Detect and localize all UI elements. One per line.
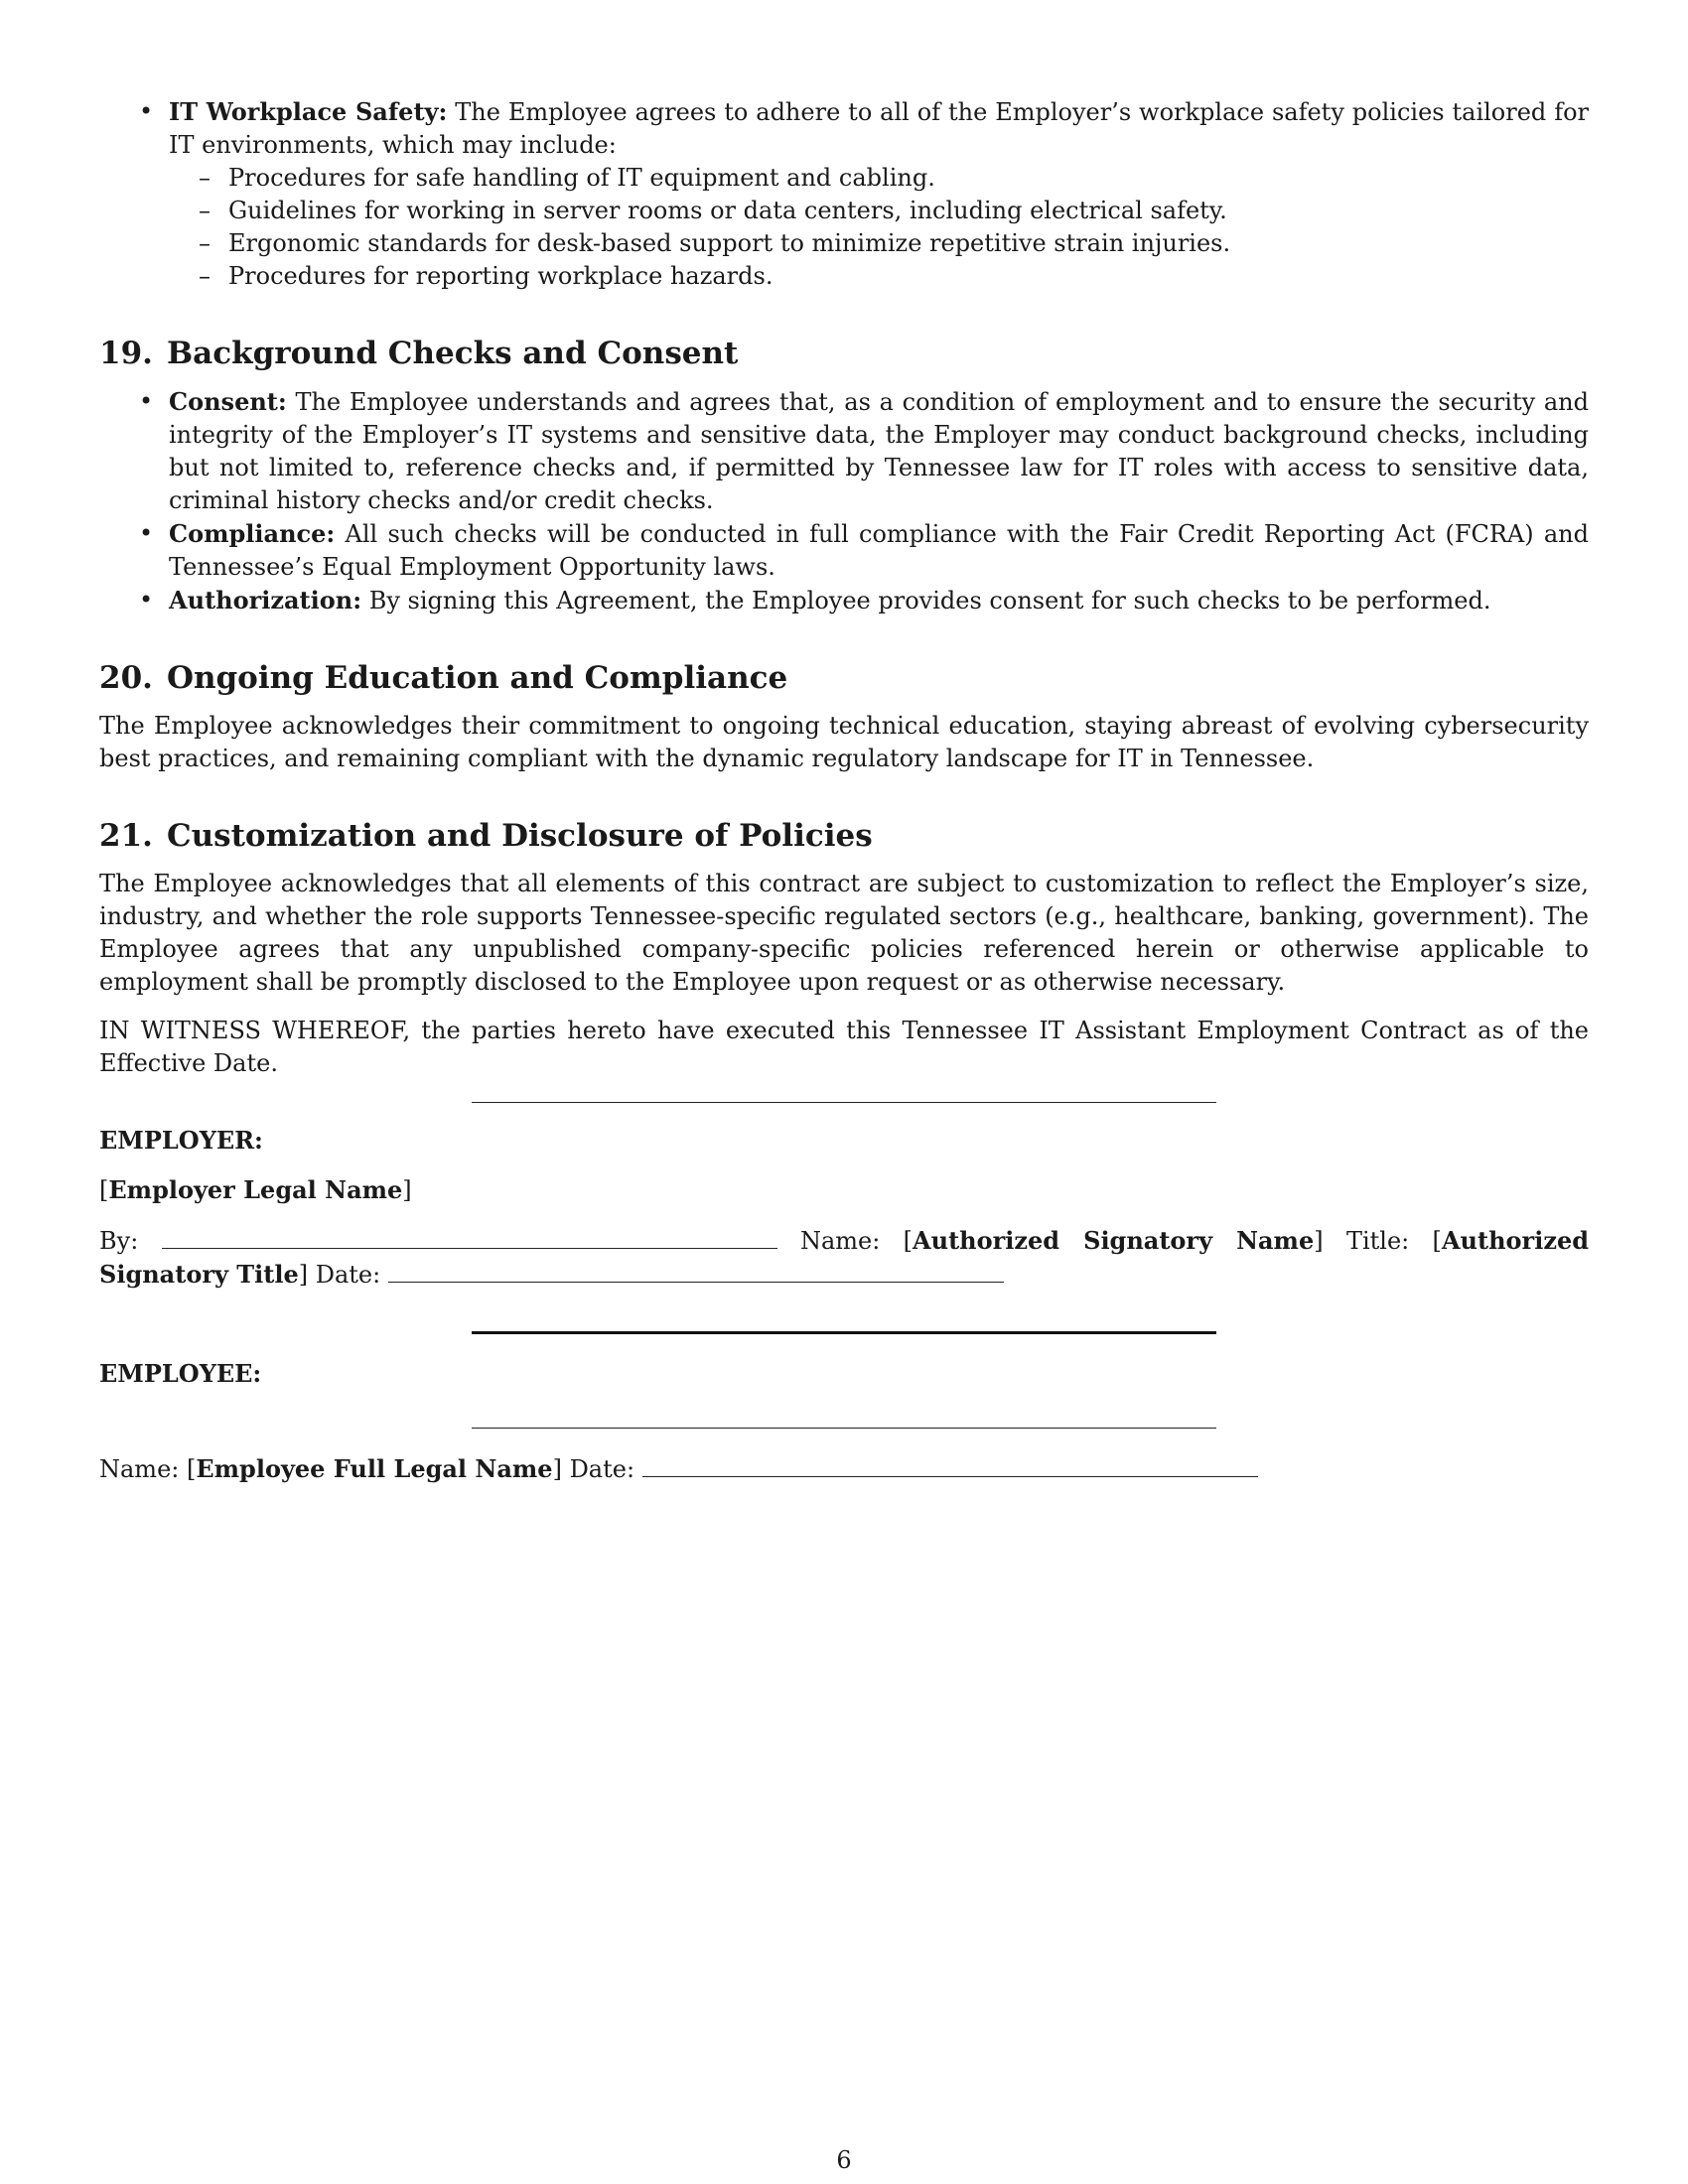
- signatory-title: Authorized Signatory Title: [99, 1226, 1589, 1289]
- signature-rule: [472, 1102, 1216, 1103]
- item-label: IT Workplace Safety:: [169, 97, 448, 126]
- document-page: [99, 95, 1589, 1486]
- section-heading: 19. Background Checks and Consent: [99, 336, 739, 371]
- signature-rule: [472, 1428, 1216, 1429]
- section-heading: 21. Customization and Disclosure of Policies: [99, 818, 873, 854]
- employer-legal-name: [Employer Legal Name]: [99, 1175, 412, 1204]
- workplace-safety-list: [99, 95, 1589, 293]
- item-text: By signing this Agreement, the Employee provides consent for such checks to be performed.: [368, 587, 1491, 614]
- section-body: The Employee acknowledges their commitment to ongoing technical education, staying abreast of evolving cybersecurity best practices, and remaining compliant with the dynamic regulatory landscape for IT in Tennessee.: [99, 712, 1589, 772]
- date-blank[interactable]: [388, 1260, 1004, 1283]
- item-text: The Employee understands and agrees that, as a condition of employment and to ensure the security and integrity of the Employer’s IT systems and sensitive data, the Employer may conduct background checks, including but not limited to, reference checks and, if permitted by Tennessee law for IT roles with access to sensitive data, criminal history checks and/or credit checks.: [169, 388, 1589, 514]
- signature-rule: [472, 1331, 1216, 1334]
- section-21: [99, 816, 1589, 1080]
- employee-signature-line: Name: [Employee Full Legal Name] Date:: [99, 1452, 1589, 1486]
- sub-list-item: – Procedures for safe handling of IT equipment and cabling.: [169, 162, 1589, 195]
- employer-heading: EMPLOYER:: [99, 1126, 263, 1155]
- employer-signature-line: By: Name: [Authorized Signatory Name] Title: [Authorized Signatory Title] Date:: [99, 1226, 1589, 1289]
- item-label: Compliance:: [169, 519, 336, 548]
- page-number: 6: [836, 2146, 852, 2174]
- sub-list-item: – Procedures for reporting workplace hazards.: [169, 260, 1589, 293]
- section-20: [99, 658, 1589, 775]
- employee-name: Employee Full Legal Name: [196, 1454, 553, 1483]
- list-item: [99, 517, 1589, 584]
- section-heading: 20. Ongoing Education and Compliance: [99, 660, 788, 696]
- item-label: Authorization:: [169, 586, 362, 614]
- date-blank[interactable]: [642, 1454, 1258, 1477]
- item-text: All such checks will be conducted in full compliance with the Fair Credit Reporting Act (FCRA) and Tennessee’s Equal Employment Opportunity laws.: [169, 520, 1589, 581]
- section-19-list: [99, 385, 1589, 617]
- sub-list-item: – Guidelines for working in server rooms or data centers, including electrical safety.: [169, 195, 1589, 227]
- sub-list: [169, 162, 1589, 293]
- signatory-name: Authorized Signatory Name: [913, 1226, 1315, 1255]
- signature-blank[interactable]: [162, 1226, 777, 1249]
- section-body: The Employee acknowledges that all elements of this contract are subject to customization to reflect the Employer’s size, industry, and whether the role supports Tennessee-specific regulated sectors (e.g., healthcare, banking, government). The Employee agrees that any unpublished company-specific policies referenced herein or otherwise applicable to employment shall be promptly disclosed to the Employee upon request or as otherwise necessary.: [99, 870, 1589, 996]
- list-item: [99, 95, 1589, 293]
- witness-clause: IN WITNESS WHEREOF, the parties hereto have executed this Tennessee IT Assistant Employment Contract as of the Effective Date.: [99, 1017, 1589, 1077]
- section-19: [99, 334, 1589, 617]
- item-text: The Employee agrees to adhere to all of the Employer’s workplace safety policies tailored for IT environments, which may include:: [169, 98, 1589, 159]
- list-item: [99, 584, 1589, 617]
- sub-list-item: – Ergonomic standards for desk-based support to minimize repetitive strain injuries.: [169, 227, 1589, 260]
- list-item: [99, 385, 1589, 517]
- employee-heading: EMPLOYEE:: [99, 1359, 262, 1388]
- item-label: Consent:: [169, 387, 287, 416]
